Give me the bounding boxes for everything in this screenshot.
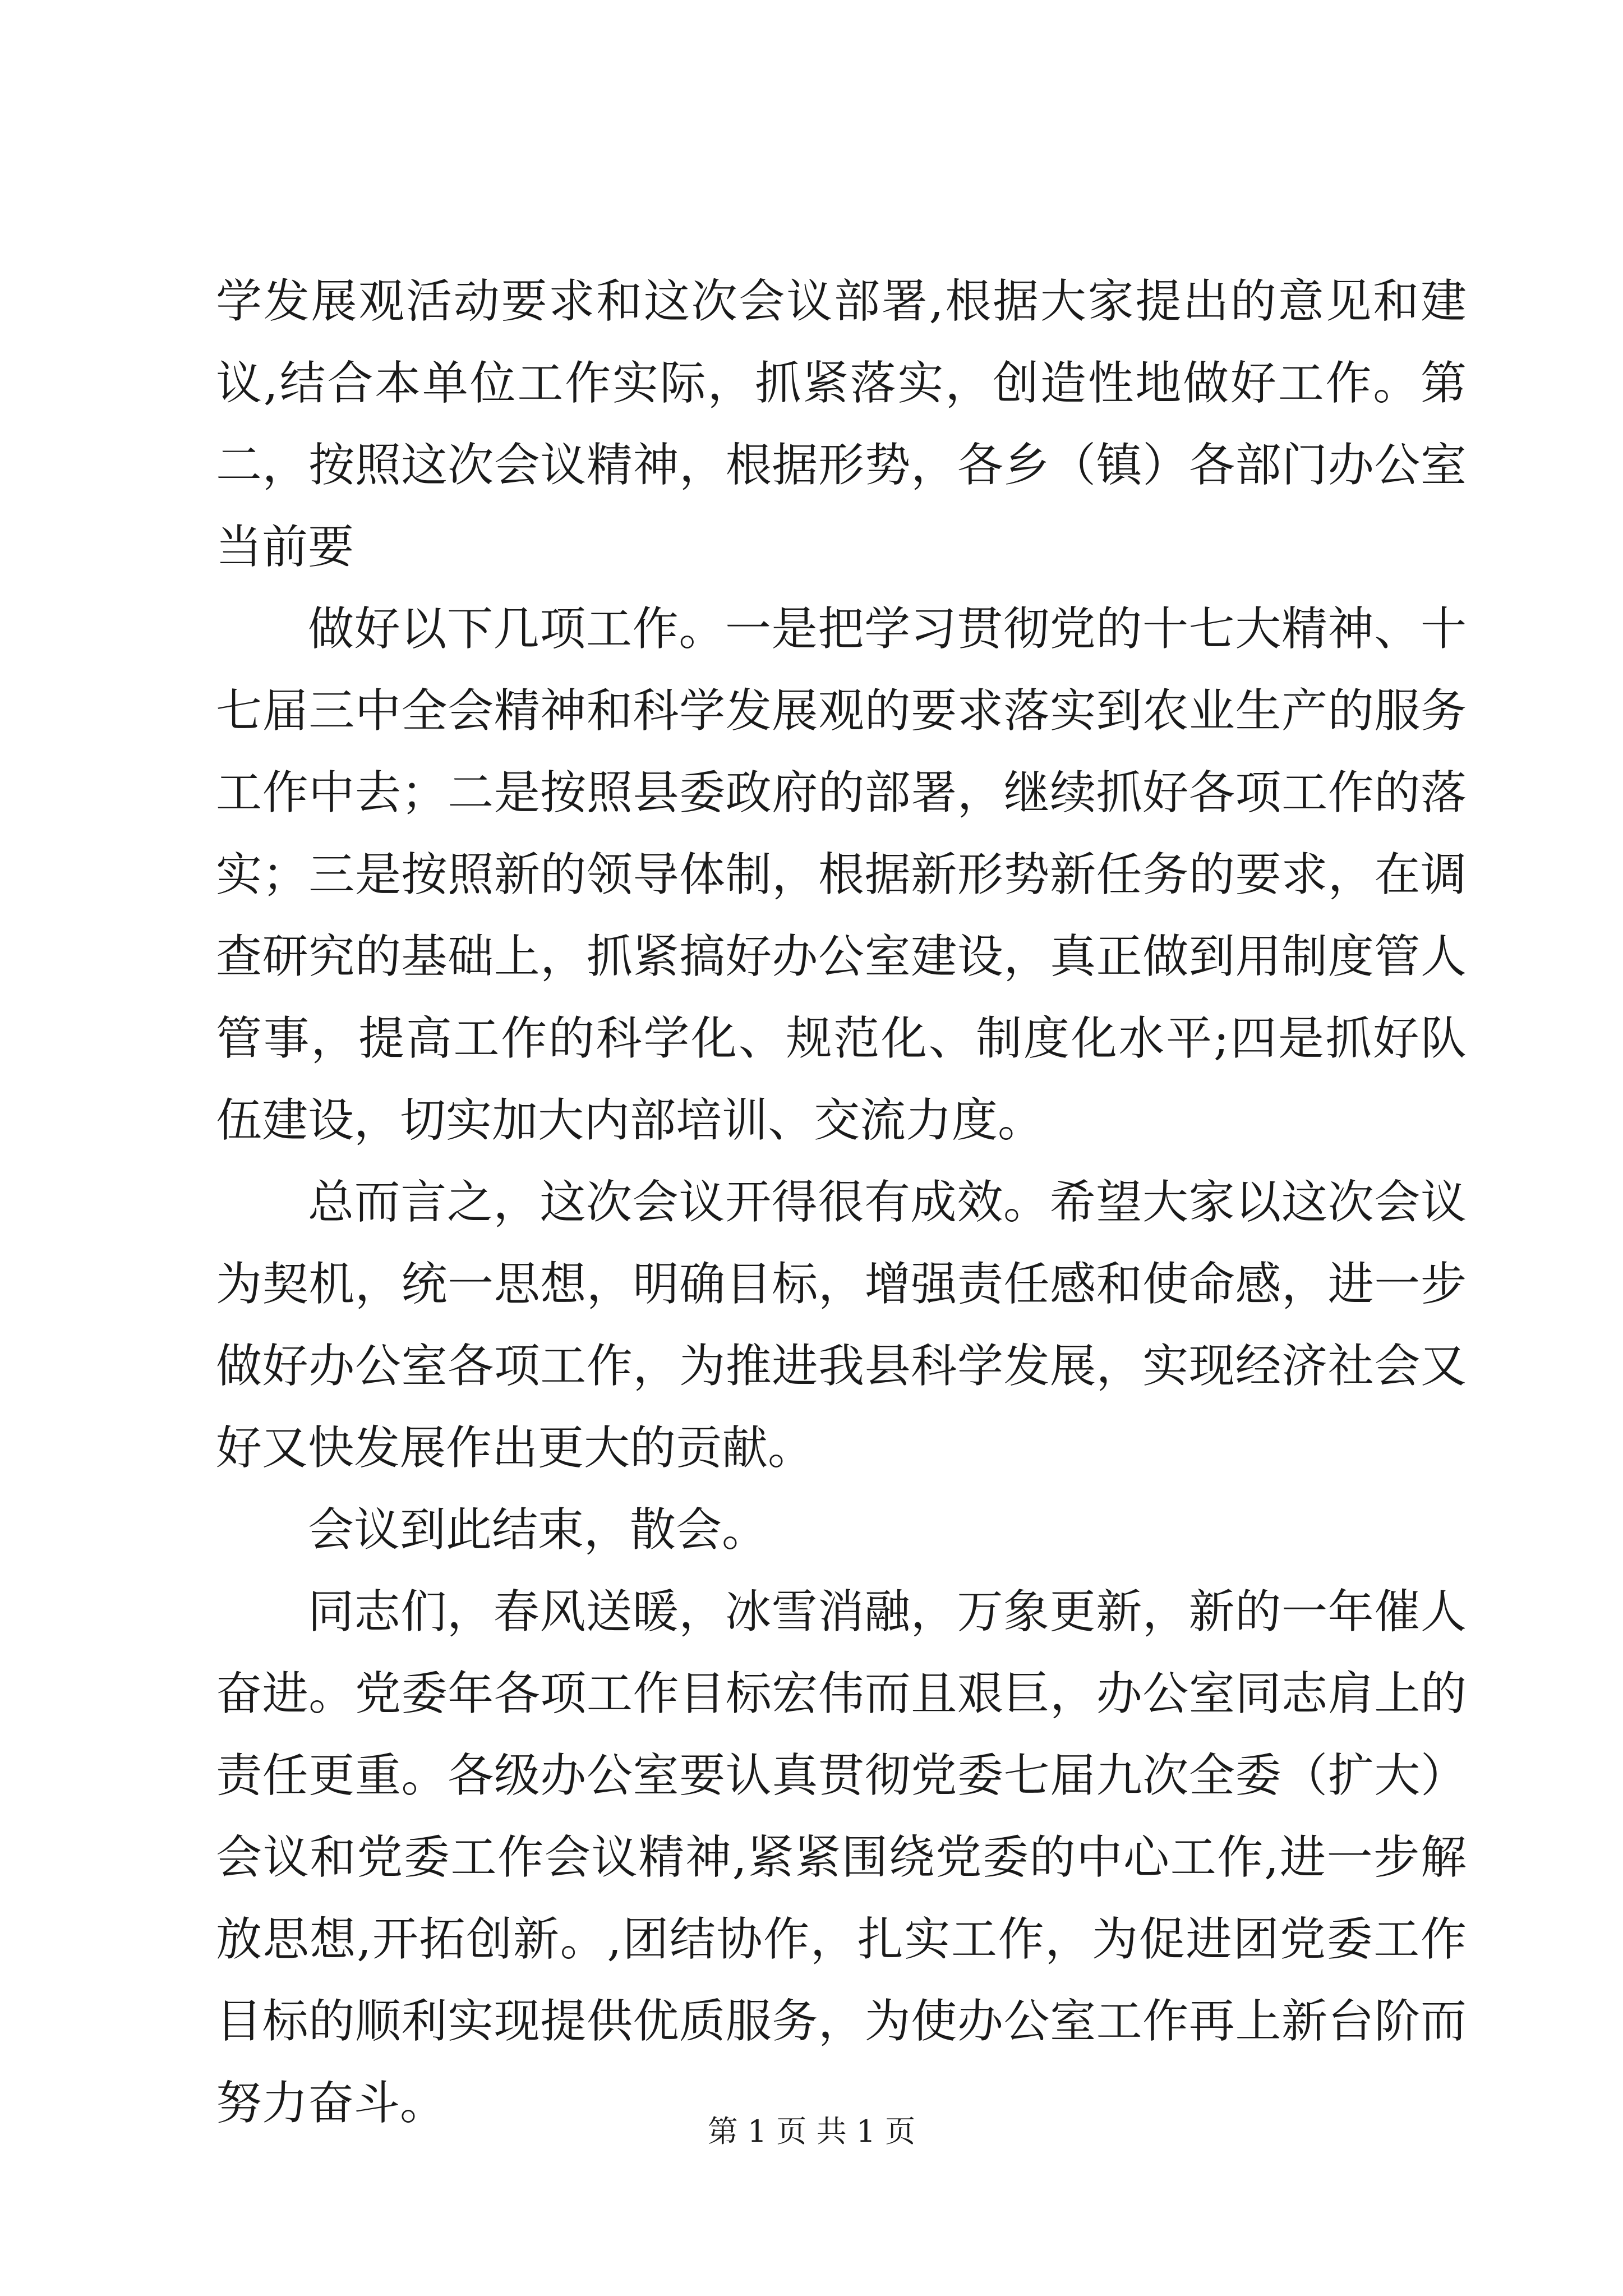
paragraph-3: 总而言之，这次会议开得很有成效。希望大家以这次会议为契机，统一思想，明确目标，增强责任感和使命感，进一步做好办公室各项工作，为推进我县科学发展，实现经济社会又好又快发展作出更大的贡献。 [216, 1176, 1467, 1475]
paragraph-1: 学发展观活动要求和这次会议部署,根据大家提出的意见和建议,结合本单位工作实际，抓紧落实，创造性地做好工作。第二，按照这次会议精神，根据形势，各乡（镇）各部门办公室当前要 [216, 275, 1467, 574]
body-text [216, 261, 1467, 2145]
page-footer [0, 2112, 1623, 2151]
paragraph-5: 同志们，春风送暖，冰雪消融，万象更新，新的一年催人奋进。党委年各项工作目标宏伟而且艰巨，办公室同志肩上的责任更重。各级办公室要认真贯彻党委七届九次全委（扩大）会议和党委工作会议精神,紧紧围绕党委的中心工作,进一步解放思想,开拓创新。,团结协作，扎实工作，为促进团党委工作目标的顺利实现提供优质服务，为使办公室工作再上新台阶而努力奋斗。 [216, 1585, 1467, 2130]
paragraph-2: 做好以下几项工作。一是把学习贯彻党的十七大精神、十七届三中全会精神和科学发展观的要求落实到农业生产的服务工作中去；二是按照县委政府的部署，继续抓好各项工作的落实；三是按照新的领导体制，根据新形势新任务的要求，在调查研究的基础上，抓紧搞好办公室建设，真正做到用制度管人管事，提高工作的科学化、规范化、制度化水平;四是抓好队伍建设，切实加大内部培训、交流力度。 [216, 602, 1467, 1147]
page-number-label: 第 1 页 共 1 页 [707, 2114, 916, 2149]
paragraph-4: 会议到此结束，散会。 [308, 1503, 768, 1557]
